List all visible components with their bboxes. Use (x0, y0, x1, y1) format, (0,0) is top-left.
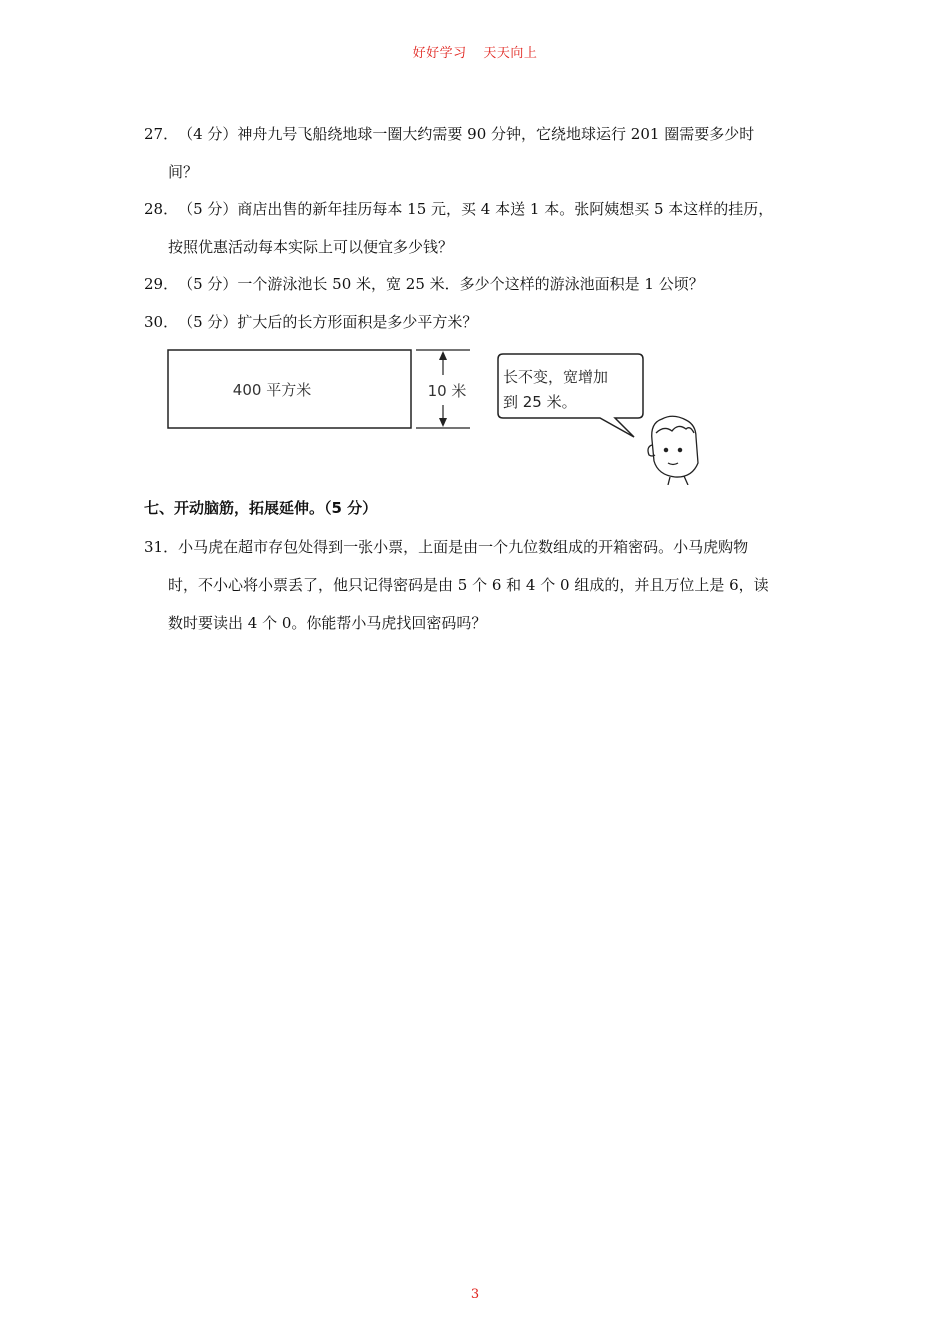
header-motto-1: 好好学习 (412, 46, 467, 61)
question-text: 小马虎在超市存包处得到一张小票，上面是由一个九位数组成的开箱密码。小马虎购物 (178, 538, 749, 556)
header-motto-2: 天天向上 (483, 46, 538, 61)
question-28 (144, 190, 812, 266)
dim-arrow-down-head (439, 418, 447, 427)
boy-icon (648, 416, 698, 485)
rectangle-figure (160, 345, 720, 485)
rect-area-label: 400 平方米 (232, 381, 312, 399)
dim-arrow-up-head (439, 351, 447, 360)
question-text-cont-2: 数时要读出 4 个 0。你能帮小马虎找回密码吗？ (168, 614, 487, 632)
question-text: （5 分）扩大后的长方形面积是多少平方米？ (178, 313, 478, 331)
question-27 (144, 115, 812, 191)
question-number: 30． (144, 313, 179, 331)
question-31 (144, 528, 812, 642)
question-text: （4 分）神舟九号飞船绕地球一圈大约需要 90 分钟，它绕地球运行 201 圈需要多少时 (178, 125, 755, 143)
bubble-text-line2: 到 25 米。 (503, 393, 577, 411)
question-number: 28． (144, 200, 179, 218)
question-number: 27． (144, 125, 179, 143)
bubble-text-line1: 长不变，宽增加 (503, 368, 609, 386)
question-number: 31． (144, 538, 179, 556)
question-30 (144, 303, 812, 341)
question-text-cont: 时，不小心将小票丢了，他只记得密码是由 5 个 6 和 4 个 0 组成的，并且万位上是 6，读 (168, 576, 769, 594)
question-text-cont: 按照优惠活动每本实际上可以便宜多少钱？ (168, 238, 454, 256)
question-text: （5 分）一个游泳池长 50 米，宽 25 米．多少个这样的游泳池面积是 1 公顷？ (178, 275, 704, 293)
question-text: （5 分）商店出售的新年挂历每本 15 元，买 4 本送 1 本。张阿姨想买 5 本这样的挂历， (178, 200, 774, 218)
question-29 (144, 265, 812, 303)
question-number: 29． (144, 275, 179, 293)
dim-width-label: 10 米 (427, 382, 467, 400)
section-7-title: 七、开动脑筋，拓展延伸。（5 分） (144, 499, 378, 517)
question-text-cont: 间？ (168, 163, 199, 181)
page-header (0, 42, 950, 61)
page-number: 3 (470, 1287, 480, 1302)
